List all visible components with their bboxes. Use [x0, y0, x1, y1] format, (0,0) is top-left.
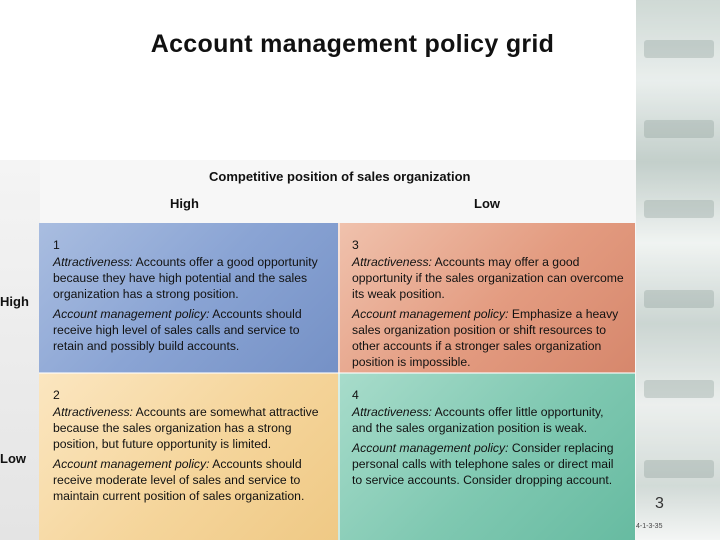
grid-cell-3 — [338, 223, 635, 373]
cell-policy: Account management policy: Accounts should receive high level of sales calls and service to retain and possibly build accounts. — [53, 307, 302, 353]
footer-note: 4-1-3-35 — [636, 523, 663, 530]
cell-attractiveness: Attractiveness: Accounts offer little opportunity, and the sales organization position is weak. — [352, 405, 604, 435]
figure-left-edge — [0, 160, 40, 540]
cell-number: 3 — [352, 238, 359, 252]
grid-cell-2 — [39, 373, 338, 540]
grid-cell-4 — [338, 373, 635, 540]
grid-divider-vertical — [338, 223, 340, 540]
cell-policy: Account management policy: Emphasize a heavy sales organization position or shift resources to other accounts if a stronger sales organization position is impossible. — [352, 307, 619, 369]
slide-title: Account management policy grid — [150, 30, 555, 58]
decorative-sidebar-image — [636, 0, 720, 540]
cell-attractiveness: Attractiveness: Accounts may offer a good opportunity if the sales organization can overcome its weak position. — [352, 255, 624, 301]
cell-number: 1 — [53, 238, 60, 252]
grid-axis-header: Competitive position of sales organization — [209, 169, 471, 184]
cell-attractiveness: Attractiveness: Accounts offer a good opportunity because they have high potential and the sales organization has a strong position. — [53, 255, 318, 301]
grid-cell-1 — [39, 223, 338, 373]
cell-policy: Account management policy: Consider replacing personal calls with telephone sales or direct mail to service accounts. Consider dropping account. — [352, 441, 614, 487]
row-label-low: Low — [0, 451, 26, 466]
grid-divider-horizontal — [39, 372, 635, 374]
column-label-low: Low — [474, 196, 500, 211]
cell-number: 2 — [53, 388, 60, 402]
row-label-high: High — [0, 294, 29, 309]
column-label-high: High — [170, 196, 199, 211]
cell-policy: Account management policy: Accounts should receive moderate level of sales and service to maintain current position of sales organization. — [53, 457, 305, 503]
cell-attractiveness: Attractiveness: Accounts are somewhat attractive because the sales organization has a strong position, but future opportunity is limited. — [53, 405, 319, 451]
cell-number: 4 — [352, 388, 359, 402]
page-number: 3 — [655, 495, 664, 512]
